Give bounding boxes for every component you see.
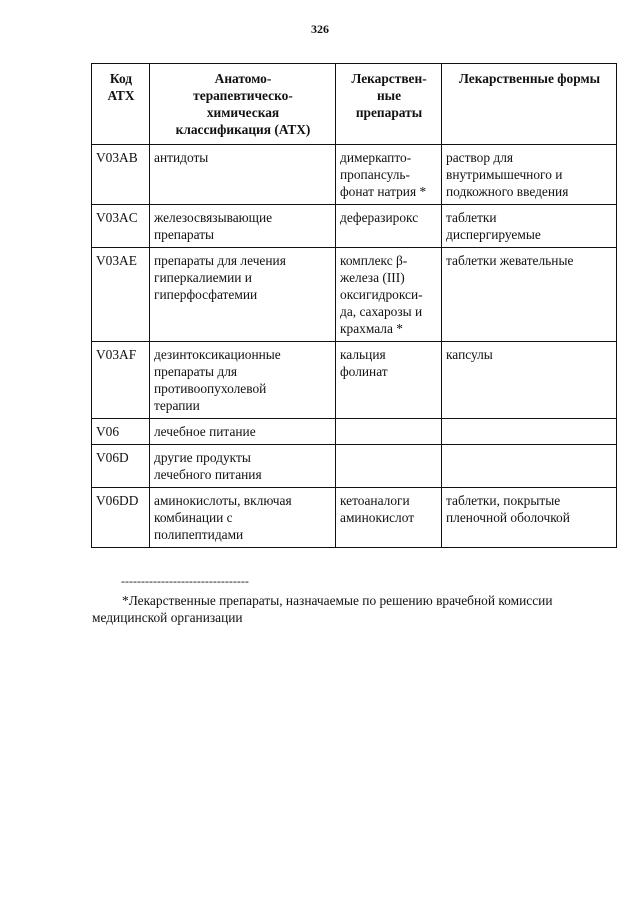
header-atx-classification: Анатомо- терапевтическо- химическая классификация (АТХ) [150, 64, 336, 145]
header-atx-code: Код АТХ [92, 64, 150, 145]
drug-cell [336, 419, 442, 445]
atx-code-cell: V03AB [92, 145, 150, 205]
header-drugs: Лекарствен- ные препараты [336, 64, 442, 145]
atx-code-cell: V03AE [92, 248, 150, 342]
dosage-form-cell: раствор для внутримышечного и подкожного введения [442, 145, 617, 205]
dosage-form-cell [442, 445, 617, 488]
drug-cell: деферазирокс [336, 205, 442, 248]
classification-cell: антидоты [150, 145, 336, 205]
table-row [92, 205, 617, 248]
atx-code-cell: V03AC [92, 205, 150, 248]
classification-cell: лечебное питание [150, 419, 336, 445]
table-row [92, 488, 617, 548]
drug-cell: димеркапто- пропансуль- фонат натрия * [336, 145, 442, 205]
header-dosage-forms: Лекарственные формы [442, 64, 617, 145]
table-row [92, 342, 617, 419]
dosage-form-cell: таблетки, покрытые пленочной оболочкой [442, 488, 617, 548]
classification-cell: другие продукты лечебного питания [150, 445, 336, 488]
atx-code-cell: V06 [92, 419, 150, 445]
dosage-form-cell: таблетки диспергируемые [442, 205, 617, 248]
classification-cell: препараты для лечения гиперкалиемии и гиперфосфатемии [150, 248, 336, 342]
table-row [92, 419, 617, 445]
classification-cell: дезинтоксикационные препараты для противоопухолевой терапии [150, 342, 336, 419]
drug-cell [336, 445, 442, 488]
footnote-text: *Лекарственные препараты, назначаемые по решению врачебной комиссии медицинской организации [92, 593, 553, 625]
page-number: 326 [311, 22, 329, 36]
dosage-form-cell [442, 419, 617, 445]
table-row [92, 445, 617, 488]
table-row [92, 145, 617, 205]
footnote-separator: -------------------------------- [121, 574, 249, 588]
atx-table [91, 63, 617, 548]
drug-cell: кальция фолинат [336, 342, 442, 419]
drug-cell: комплекс β- железа (III) оксигидрокси- да, сахарозы и крахмала * [336, 248, 442, 342]
atx-code-cell: V03AF [92, 342, 150, 419]
classification-cell: железосвязывающие препараты [150, 205, 336, 248]
dosage-form-cell: таблетки жевательные [442, 248, 617, 342]
atx-code-cell: V06D [92, 445, 150, 488]
atx-code-cell: V06DD [92, 488, 150, 548]
table-header-row [92, 64, 617, 145]
table-row [92, 248, 617, 342]
classification-cell: аминокислоты, включая комбинации с полипептидами [150, 488, 336, 548]
drug-cell: кетоаналоги аминокислот [336, 488, 442, 548]
dosage-form-cell: капсулы [442, 342, 617, 419]
